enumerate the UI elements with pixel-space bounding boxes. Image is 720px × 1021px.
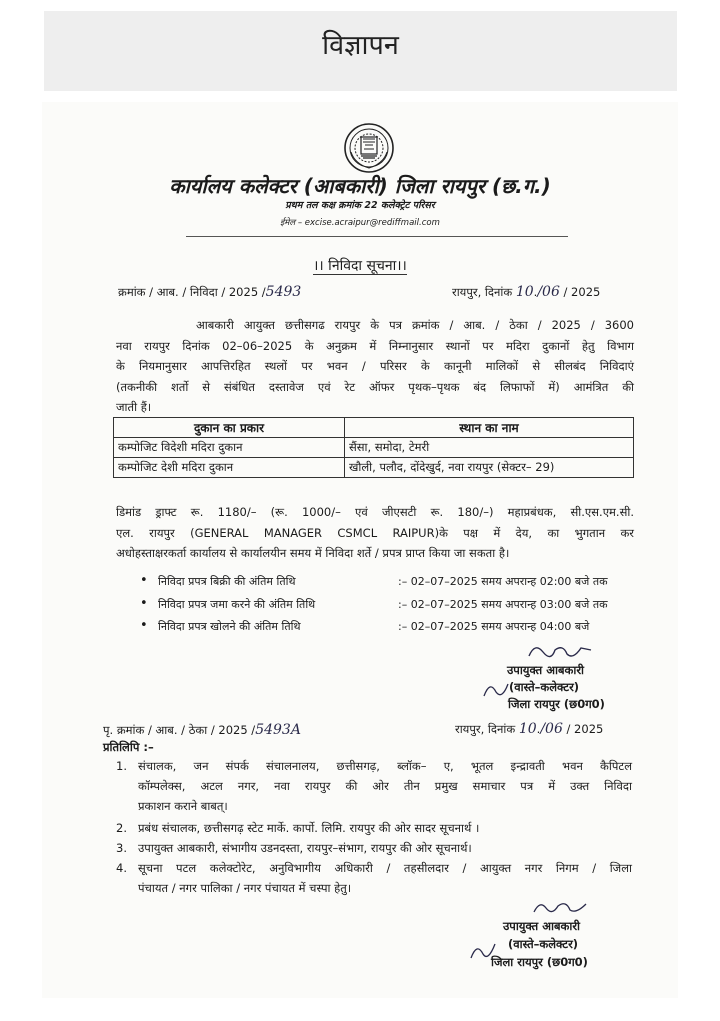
signatory-designation: (वास्ते–कलेक्टर) xyxy=(508,937,579,951)
state-emblem-icon xyxy=(343,122,395,174)
endorsement-reference: पृ. क्रमांक / आब. / ठेका / 2025 /5493A xyxy=(103,722,301,738)
office-name: कार्यालय कलेक्टर (आबकारी) जिला रायपुर (छ.ग.) xyxy=(169,174,551,198)
table-header-row xyxy=(114,418,634,438)
office-address: प्रथम तल कक्ष क्रमांक 22 कलेक्ट्रेट परिसर xyxy=(285,200,435,211)
table-cell: सैंसा, समोदा, टेमरी xyxy=(345,438,634,458)
endorsement-date: रायपुर, दिनांक 10./06 / 2025 xyxy=(455,721,604,737)
schedule-item: • निविदा प्रपत्र बिक्री की अंतिम तिथि xyxy=(140,573,296,588)
signature-scribble-icon xyxy=(525,638,595,664)
letterhead-divider xyxy=(186,236,568,237)
table-row xyxy=(114,438,634,458)
cc-list-item: 4. सूचना पटल कलेक्टोरेट, अनुविभागीय अधिकारी / तहसीलदार / आयुक्त नगर निगम / जिला पंचायत / नगर पालिका / नगर पंचायत में चस्पा हेतु। xyxy=(116,861,632,895)
notice-date: रायपुर, दिनांक 10./06 / 2025 xyxy=(452,284,601,300)
cc-list-item: 1. संचालक, जन संपर्क संचालनालय, छत्तीसगढ़, ब्लॉक– ए, भूतल इन्द्रावती भवन कैपिटल कॉम्पलेक्स, अटल नगर, नवा रायपुर की ओर तीन प्रमुख समाचार पत्र में उक्त निविदा प्रकाशन कराने बाबत्। xyxy=(116,759,632,813)
schedule-value: :– 02–07–2025 समय अपरान्ह 04:00 बजे xyxy=(398,620,590,633)
notice-paragraph-1: आबकारी आयुक्त छत्तीसगढ रायपुर के पत्र क्रमांक / आब. / ठेका / 2025 / 3600 नवा रायपुर दिनांक 02–06–2025 के अनुक्रम में निम्नानुसार स्थानों पर मदिरा दुकानों हेतु विभाग के नियमानुसार आपत्तिरहित स्थलों पर भवन / परिसर के कानूनी मालिकों से सीलबंद निविदाएं (तकनीकी शर्तो से संबंधित दस्तावेज एवं रेट ऑफर पृथक–पृथक बंद लिफाफों में) आमंत्रित की जाती हैं। xyxy=(116,318,634,414)
signatory-district: जिला रायपुर (छ0ग0) xyxy=(491,955,588,969)
table-cell: कम्पोजिट देशी मदिरा दुकान xyxy=(114,458,345,478)
office-email: ईमेल – excise.acraipur@rediffmail.com xyxy=(280,218,440,228)
signature-scribble-icon xyxy=(530,896,590,918)
schedule-item: • निविदा प्रपत्र खोलने की अंतिम तिथि xyxy=(140,618,301,633)
schedule-value: :– 02–07–2025 समय अपरान्ह 03:00 बजे तक xyxy=(398,598,608,611)
cc-list-item: 2. प्रबंध संचालक, छत्तीसगढ़ स्टेट मार्के. कार्पो. लिमि. रायपुर की ओर सादर सूचनार्थ । xyxy=(116,821,480,835)
schedule-value: :– 02–07–2025 समय अपरान्ह 02:00 बजे तक xyxy=(398,575,608,588)
handwritten-ref-number: 5493 xyxy=(265,284,302,300)
initials-scribble-icon xyxy=(480,678,512,702)
notice-paragraph-2: डिमांड ड्राफ्ट रू. 1180/– (रू. 1000/– एवं जीएसटी रू. 180/–) महाप्रबंधक, सी.एस.एम.सी. एल. रायपुर (GENERAL MANAGER CSMCL RAIPUR)के पक्ष में देय, का भुगतान कर अधोहस्ताक्षरकर्ता कार्यालय से कार्यालयीन समय में निविदा शर्ते / प्रपत्र प्राप्त किया जा सकता है। xyxy=(116,505,634,560)
advertisement-banner xyxy=(44,11,677,91)
signatory-title: उपायुक्त आबकारी xyxy=(503,919,581,933)
schedule-item: • निविदा प्रपत्र जमा करने की अंतिम तिथि xyxy=(140,596,316,611)
table-cell: कम्पोजिट विदेशी मदिरा दुकान xyxy=(114,438,345,458)
table-row xyxy=(114,458,634,478)
signatory-title: उपायुक्त आबकारी xyxy=(507,663,585,677)
signatory-designation: (वास्ते–कलेक्टर) xyxy=(509,680,580,694)
cc-list-item: 3. उपायुक्त आबकारी, संभागीय उडनदस्ता, रायपुर–संभाग, रायपुर की ओर सूचनार्थ। xyxy=(116,841,472,855)
table-header: दुकान का प्रकार xyxy=(114,418,345,438)
table-cell: खौली, पलौद, दोंदेखुर्द, नवा रायपुर (सेक्टर– 29) xyxy=(345,458,634,478)
initials-scribble-icon xyxy=(468,938,498,964)
shops-table xyxy=(113,417,634,478)
banner-title: विज्ञापन xyxy=(322,30,399,61)
reference-number: क्रमांक / आब. / निविदा / 2025 /5493 xyxy=(118,284,302,300)
copy-to-label: प्रतिलिपि :– xyxy=(103,740,154,754)
signatory-district: जिला रायपुर (छ0ग0) xyxy=(508,697,605,711)
notice-title: ।। निविदा सूचना।। xyxy=(313,258,407,274)
table-header: स्थान का नाम xyxy=(345,418,634,438)
